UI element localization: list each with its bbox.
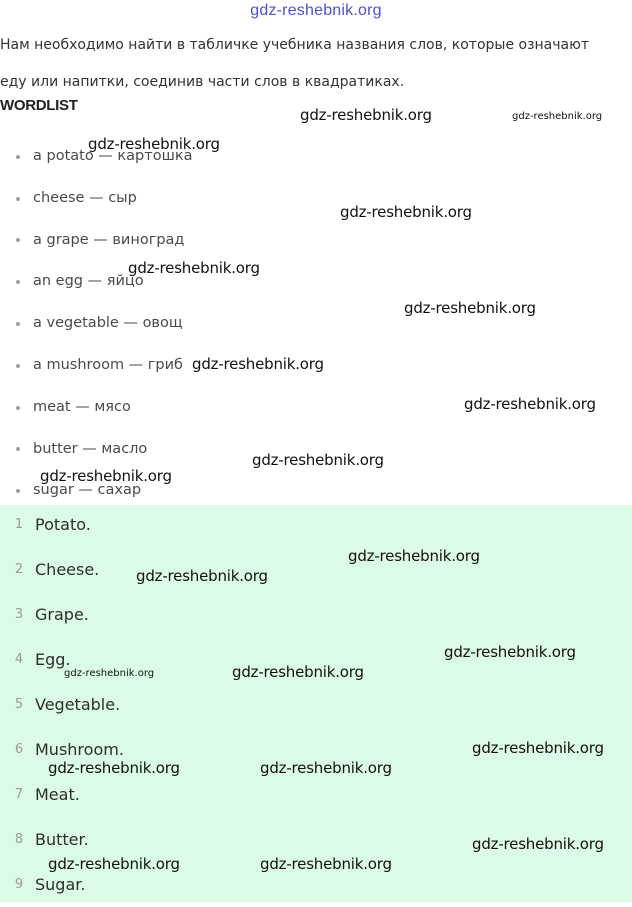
bullet-icon bbox=[16, 155, 20, 159]
answer-number: 6 bbox=[14, 742, 24, 757]
wordlist-item-text: a mushroom — гриб bbox=[33, 356, 183, 373]
wordlist-item-text: a vegetable — овощ bbox=[33, 315, 183, 332]
answer-text: Cheese. bbox=[35, 560, 100, 579]
answer-text: Mushroom. bbox=[35, 740, 124, 759]
watermark: gdz-reshebnik.org bbox=[128, 259, 260, 277]
bullet-icon bbox=[16, 280, 20, 284]
wordlist-item bbox=[0, 387, 193, 429]
bullet-icon bbox=[16, 406, 20, 410]
wordlist-item-text: meat — мясо bbox=[33, 398, 131, 415]
answer-text: Butter. bbox=[35, 830, 89, 849]
watermark: gdz-reshebnik.org bbox=[260, 759, 392, 777]
answer-number: 4 bbox=[14, 652, 24, 667]
watermark: gdz-reshebnik.org bbox=[404, 299, 536, 317]
wordlist-item-text: an egg — яйцо bbox=[33, 273, 144, 290]
watermark: gdz-reshebnik.org bbox=[232, 663, 364, 681]
wordlist bbox=[0, 136, 193, 512]
answer-text: Meat. bbox=[35, 785, 80, 804]
answer-text: Vegetable. bbox=[35, 695, 121, 714]
answer-number: 3 bbox=[14, 607, 24, 622]
answer-number: 7 bbox=[14, 787, 24, 802]
wordlist-item bbox=[0, 178, 193, 220]
bullet-icon bbox=[16, 322, 20, 326]
watermark: gdz-reshebnik.org bbox=[444, 643, 576, 661]
watermark: gdz-reshebnik.org bbox=[260, 855, 392, 873]
wordlist-item bbox=[0, 345, 193, 387]
bullet-icon bbox=[16, 364, 20, 368]
intro-line-2: еду или напитки, соединив части слов в квадратиках. bbox=[0, 74, 405, 90]
answer-text: Potato. bbox=[35, 515, 91, 534]
answer-item bbox=[0, 502, 632, 547]
watermark: gdz-reshebnik.org bbox=[252, 451, 384, 469]
answer-number: 1 bbox=[14, 517, 24, 532]
bullet-icon bbox=[16, 197, 20, 201]
wordlist-item-text: butter — масло bbox=[33, 440, 148, 457]
watermark: gdz-reshebnik.org bbox=[300, 106, 432, 124]
answer-item bbox=[0, 547, 632, 592]
wordlist-item-text: a potato — картошка bbox=[33, 148, 193, 164]
answer-item bbox=[0, 772, 632, 817]
wordlist-item bbox=[0, 220, 193, 262]
answer-number: 2 bbox=[14, 562, 24, 577]
watermark: gdz-reshebnik.org bbox=[472, 739, 604, 757]
answer-item bbox=[0, 682, 632, 727]
answer-number: 8 bbox=[14, 832, 24, 847]
answer-text: Egg. bbox=[35, 650, 71, 669]
wordlist-item bbox=[0, 303, 193, 345]
watermark: gdz-reshebnik.org bbox=[472, 835, 604, 853]
site-logo[interactable]: gdz-reshebnik.org bbox=[250, 2, 382, 19]
watermark: gdz-reshebnik.org bbox=[340, 203, 472, 221]
answer-item bbox=[0, 592, 632, 637]
watermark: gdz-reshebnik.org bbox=[136, 567, 268, 585]
answer-number: 9 bbox=[14, 877, 24, 892]
watermark: gdz-reshebnik.org bbox=[48, 759, 180, 777]
answer-number: 5 bbox=[14, 697, 24, 712]
wordlist-item bbox=[0, 429, 193, 471]
answer-text: Grape. bbox=[35, 605, 89, 624]
bullet-icon bbox=[16, 447, 20, 451]
watermark: gdz-reshebnik.org bbox=[464, 395, 596, 413]
wordlist-heading: WORDLIST bbox=[0, 97, 78, 114]
watermark: gdz-reshebnik.org bbox=[512, 111, 603, 122]
watermark: gdz-reshebnik.org bbox=[64, 668, 155, 679]
answer-text: Sugar. bbox=[35, 875, 86, 894]
bullet-icon bbox=[16, 238, 20, 242]
intro-paragraph bbox=[0, 27, 632, 101]
watermark: gdz-reshebnik.org bbox=[192, 355, 324, 373]
bullet-icon bbox=[16, 489, 20, 493]
wordlist-item-text: cheese — сыр bbox=[33, 189, 137, 206]
watermark: gdz-reshebnik.org bbox=[88, 135, 220, 153]
wordlist-item-text: a grape — виноград bbox=[33, 231, 185, 248]
wordlist-item-text: sugar — сахар bbox=[33, 482, 142, 499]
watermark: gdz-reshebnik.org bbox=[348, 547, 480, 565]
intro-line-1: Нам необходимо найти в табличке учебника названия слов, которые означают bbox=[0, 37, 590, 53]
watermark: gdz-reshebnik.org bbox=[40, 467, 172, 485]
watermark: gdz-reshebnik.org bbox=[48, 855, 180, 873]
